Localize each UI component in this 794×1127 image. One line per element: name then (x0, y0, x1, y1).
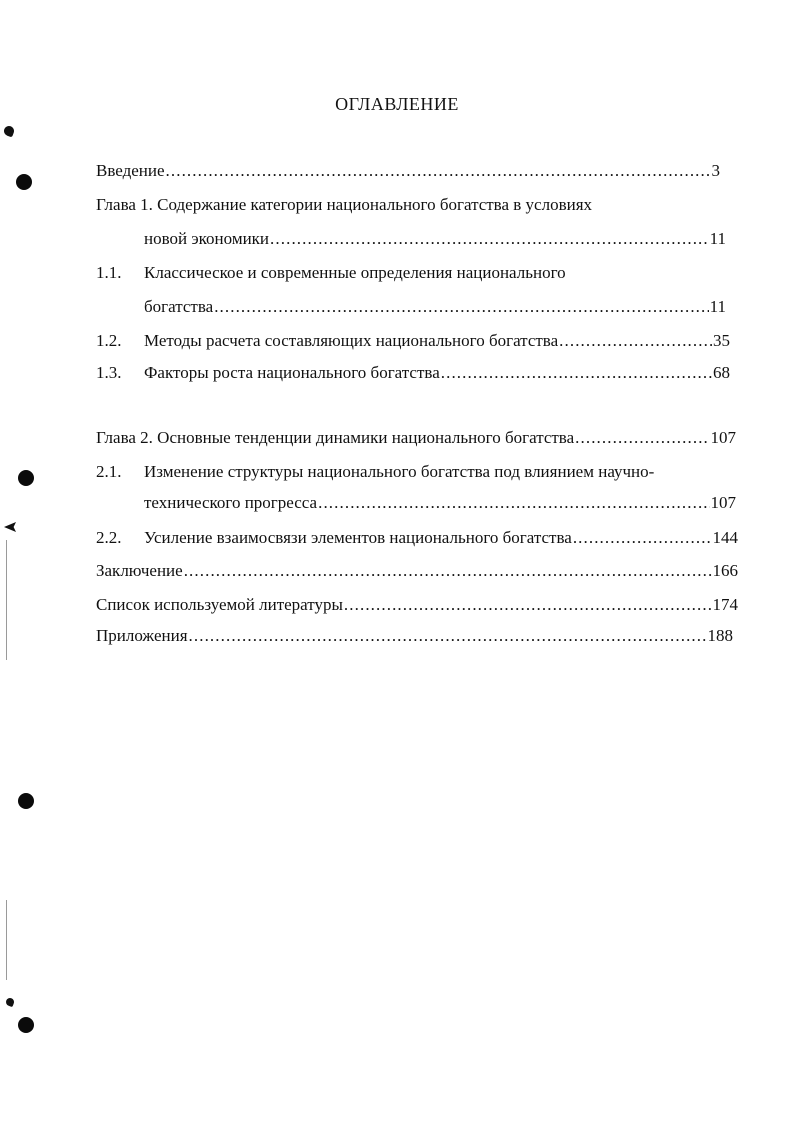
scan-mark (5, 997, 15, 1007)
toc-entry-page: 3 (711, 161, 720, 180)
toc-entry-number: 1.3. (96, 363, 122, 382)
toc-entry-number: 2.1. (96, 462, 122, 481)
scan-mark (4, 522, 16, 532)
toc-entry-references[interactable] (96, 595, 738, 615)
punch-hole (18, 793, 34, 809)
toc-entry-conclusion[interactable] (96, 561, 738, 581)
toc-entry-title: Введение (96, 161, 165, 180)
toc-entry-title: технического прогресса (144, 493, 318, 512)
toc-entry-appendix[interactable] (96, 626, 733, 646)
toc-entry-page: 174 (712, 595, 738, 614)
toc-entry-section-1-3[interactable] (96, 363, 730, 383)
punch-hole (18, 1017, 34, 1033)
toc-entry-title: богатства (144, 297, 214, 316)
toc-entry-title: новой экономики (144, 229, 270, 248)
toc-entry-title: Изменение структуры национального богатства под влиянием научно- (144, 462, 655, 481)
toc-entry-page: 107 (710, 493, 736, 512)
toc-entry-page: 68 (713, 363, 730, 382)
toc-entry-page: 166 (712, 561, 738, 580)
toc-entry-chapter1-line1[interactable]: Глава 1. Содержание категории национального богатства в условиях (96, 195, 593, 214)
leader-dots (344, 595, 712, 615)
toc-entry-section-2-1-line1[interactable] (96, 462, 654, 482)
punch-hole (18, 470, 34, 486)
toc-entry-title: Классическое и современные определения национального (144, 263, 566, 282)
toc-entry-page: 35 (713, 331, 730, 350)
leader-dots (189, 626, 707, 646)
toc-entry-page: 188 (707, 626, 733, 645)
toc-entry-title: Глава 2. Основные тенденции динамики национального богатства (96, 428, 575, 447)
leader-dots (573, 528, 712, 548)
toc-entry-section-1-1[interactable] (144, 297, 726, 317)
toc-entry-page: 11 (709, 229, 726, 248)
scan-edge (6, 540, 7, 660)
toc-entry-chapter2[interactable] (96, 428, 736, 448)
toc-entry-page: 144 (712, 528, 738, 547)
toc-entry-title: Список используемой литературы (96, 595, 343, 614)
toc-entry-number: 1.2. (96, 331, 122, 350)
toc-entry-intro[interactable] (96, 161, 720, 181)
leader-dots (270, 229, 709, 249)
toc-entry-title: Усиление взаимосвязи элементов национального богатства (144, 528, 572, 547)
scan-mark (3, 125, 16, 138)
toc-entry-title: Заключение (96, 561, 183, 580)
leader-dots (214, 297, 708, 317)
leader-dots (559, 331, 712, 351)
toc-entry-section-1-2[interactable] (96, 331, 730, 351)
toc-entry-title: Факторы роста национального богатства (144, 363, 440, 382)
leader-dots (575, 428, 709, 448)
toc-entry-section-2-2[interactable] (96, 528, 738, 548)
punch-hole (16, 174, 32, 190)
toc-entry-chapter1[interactable] (144, 229, 726, 249)
scan-edge (6, 900, 7, 980)
toc-entry-number: 2.2. (96, 528, 122, 547)
leader-dots (441, 363, 712, 383)
toc-entry-title: Приложения (96, 626, 188, 645)
toc-entry-title: Методы расчета составляющих национального богатства (144, 331, 559, 350)
toc-entry-section-1-1-line1[interactable] (96, 263, 566, 283)
leader-dots (166, 161, 711, 181)
leader-dots (318, 493, 709, 513)
leader-dots (184, 561, 712, 581)
toc-entry-page: 11 (709, 297, 726, 316)
toc-entry-section-2-1[interactable] (144, 493, 736, 513)
page-title: ОГЛАВЛЕНИЕ (335, 94, 459, 114)
toc-entry-number: 1.1. (96, 263, 122, 282)
toc-entry-page: 107 (710, 428, 736, 447)
